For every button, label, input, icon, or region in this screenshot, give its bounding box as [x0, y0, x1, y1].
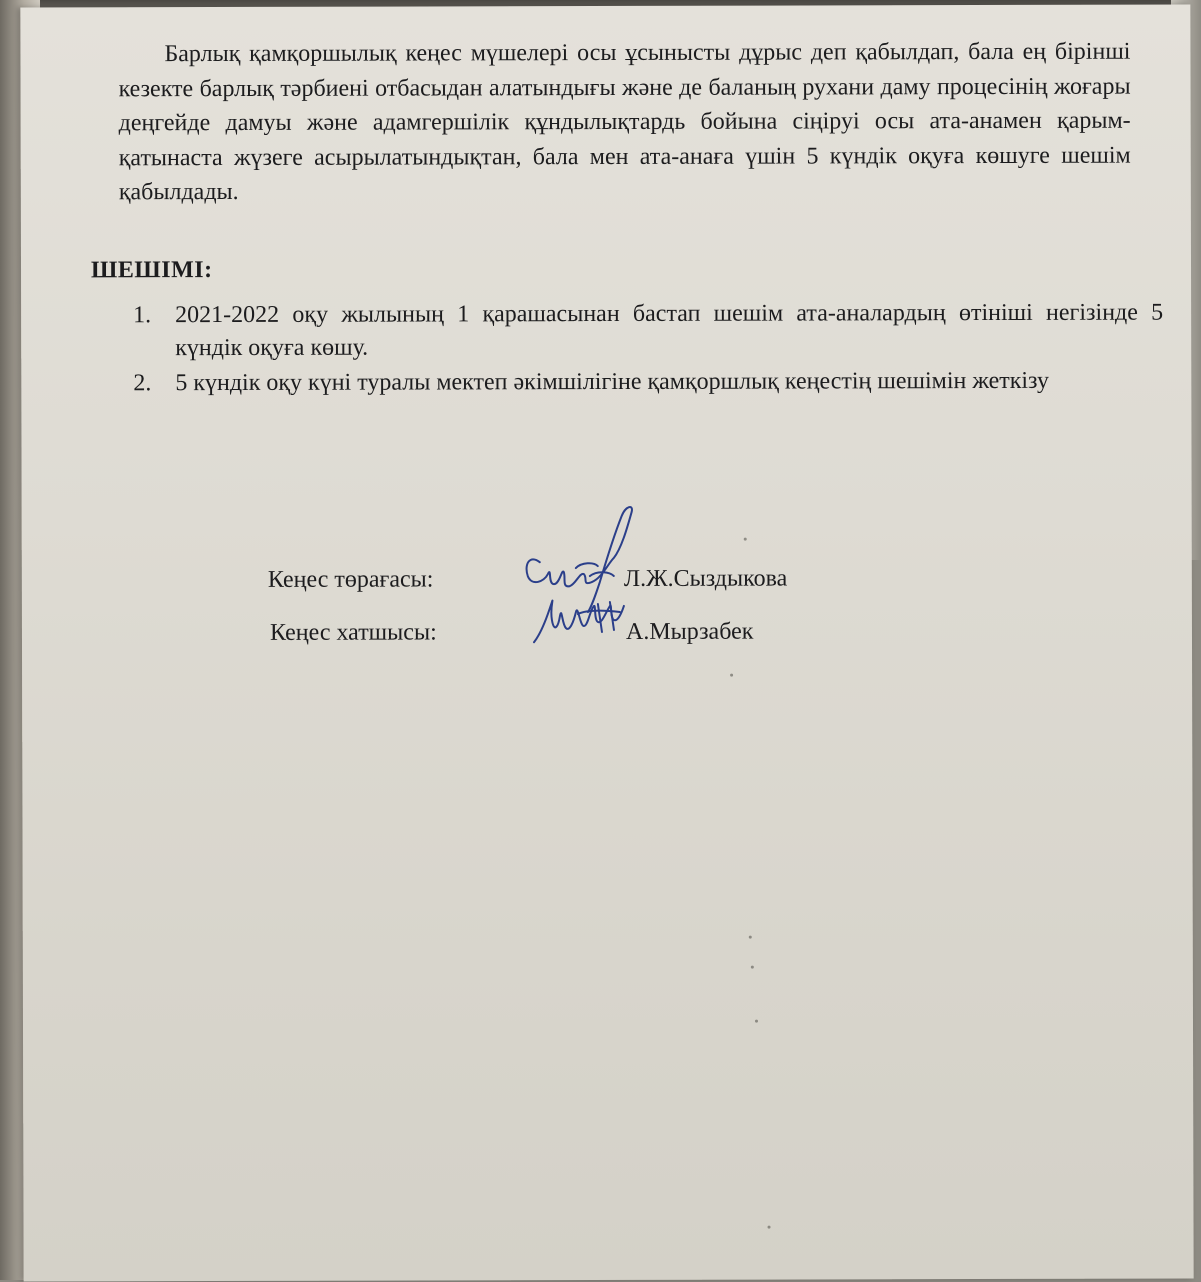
- decision-number: 2.: [133, 370, 152, 397]
- decision-item: [133, 297, 1163, 366]
- chair-signature-stroke: [576, 563, 598, 568]
- secretary-signature-stroke: [610, 602, 614, 630]
- chair-name: Л.Ж.Сыздыкова: [623, 565, 788, 592]
- chair-role-label: Кеңес төрағасы:: [267, 566, 434, 593]
- decision-list: [133, 297, 1163, 403]
- decision-heading: ШЕШІМІ:: [90, 257, 213, 284]
- secretary-signature-stroke: [598, 604, 602, 632]
- handwritten-signatures: [502, 502, 662, 672]
- secretary-role-label: Кеңес хатшысы:: [269, 619, 437, 646]
- paper-speck: [730, 674, 733, 677]
- decision-item: [133, 365, 1163, 401]
- secretary-name: А.Мырзабек: [625, 618, 754, 645]
- paper-speck: [755, 1020, 758, 1023]
- paper-speck: [749, 936, 752, 939]
- paper-speck: [751, 966, 754, 969]
- decision-text: 5 күндік оқу күні туралы мектеп әкімшілігіне қамқоршлық кеңестің шешімін жеткізу: [175, 367, 1050, 397]
- paper-speck: [768, 1226, 771, 1229]
- decision-number: 1.: [133, 302, 152, 329]
- body-paragraph: Барлық қамқоршылық кеңес мүшелері осы ұсынысты дұрыс деп қабылдап, бала ең бірінші кезекте барлық тәрбиені отбасыдан алатындығы және де баланың рухани даму процесінің жоғары деңгейде дамуы және адамгершілік құндылықтардь бойына сіңіруі осы ата-анамен қарым-қатынаста жүзеге асырылатындықтан, бала мен ата-анаға үшін 5 күндік оқуға көшуге шешім қабылдады.: [118, 38, 1131, 206]
- paper-speck: [744, 538, 747, 541]
- document-page: [20, 4, 1193, 1281]
- decision-text: 2021-2022 оқу жылының 1 қарашасынан бастап шешім ата-аналардың өтініші негізінде 5 күндік оқуға көшу.: [175, 299, 1164, 362]
- chair-signature-stroke: [526, 507, 632, 612]
